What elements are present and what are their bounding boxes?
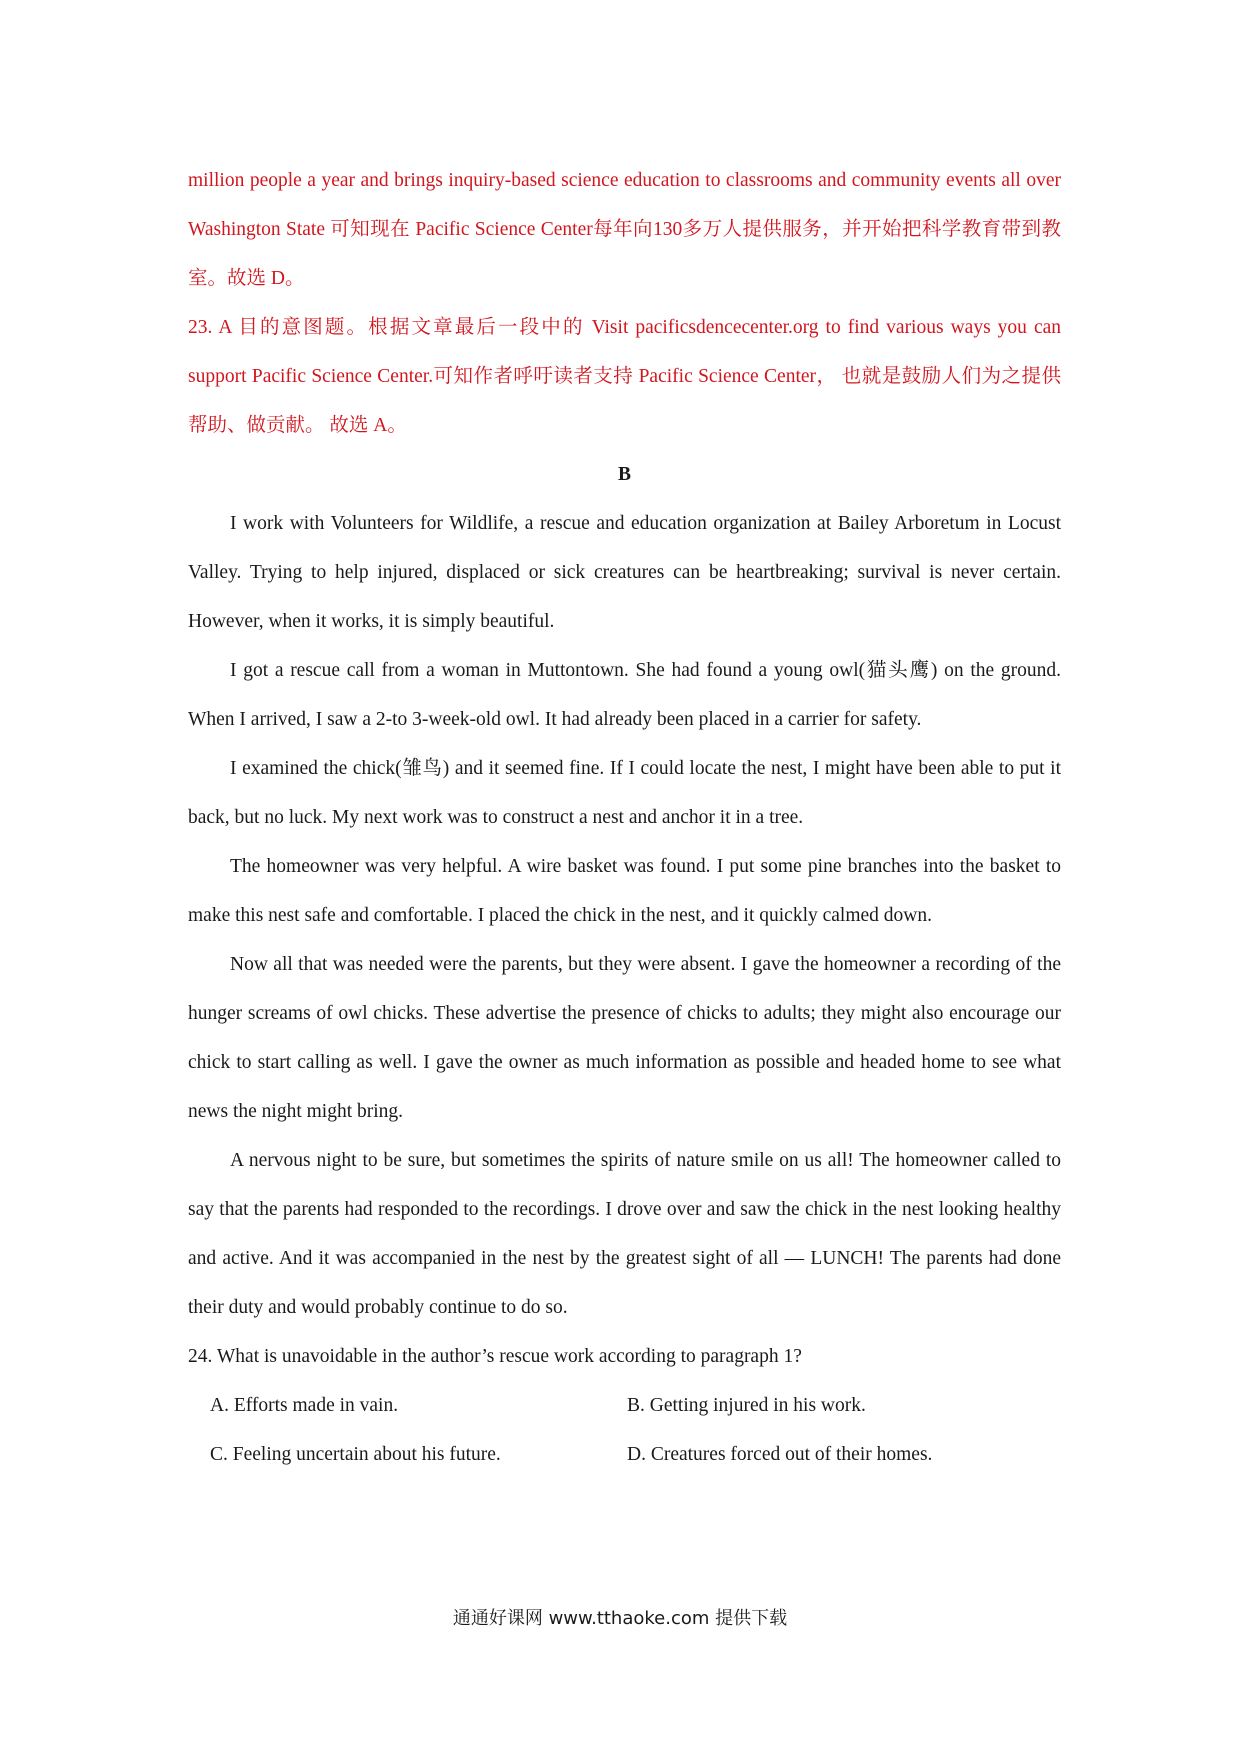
option-d: D. Creatures forced out of their homes.: [627, 1444, 933, 1465]
answer-q23: 23. A 目的意图题。根据文章最后一段中的 Visit pacificsdencecenter.org to find various ways you can support Pacific Science Center.可知作者呼吁读者支持 Pacific Science Center， 也就是鼓励人们为之提供帮助、做贡献。 故选 A。: [188, 317, 1061, 436]
question-24-options: [188, 1381, 1061, 1479]
passage-paragraph: I work with Volunteers for Wildlife, a rescue and education organization at Bailey Arboretum in Locust Valley. Trying to help injured, displaced or sick creatures can be heartbreaking; survival is never certain. However, when it works, it is simply beautiful.: [188, 513, 1061, 632]
section-title: B: [617, 464, 631, 485]
passage-paragraph: I examined the chick(雏鸟) and it seemed fine. If I could locate the nest, I might have been able to put it back, but no luck. My next work was to construct a nest and anchor it in a tree.: [188, 758, 1061, 828]
passage-paragraph: Now all that was needed were the parents, but they were absent. I gave the homeowner a recording of the hunger screams of owl chicks. These advertise the presence of chicks to adults; they might also encourage our chick to start calling as well. I gave the owner as much information as possible and headed home to see what news the night might bring.: [188, 954, 1061, 1122]
option-a: A. Efforts made in vain.: [210, 1395, 399, 1416]
question-24-stem: 24. What is unavoidable in the author’s rescue work according to paragraph 1?: [188, 1346, 802, 1367]
option-c: C. Feeling uncertain about his future.: [210, 1444, 501, 1465]
passage-paragraph: The homeowner was very helpful. A wire basket was found. I put some pine branches into the basket to make this nest safe and comfortable. I placed the chick in the nest, and it quickly calmed down.: [188, 856, 1061, 926]
document-page: [188, 156, 1061, 1479]
option-b: B. Getting injured in his work.: [627, 1395, 866, 1416]
passage-paragraph: A nervous night to be sure, but sometimes the spirits of nature smile on us all! The homeowner called to say that the parents had responded to the recordings. I drove over and saw the chick in the nest looking healthy and active. And it was accompanied in the nest by the greatest sight of all — LUNCH! The parents had done their duty and would probably continue to do so.: [188, 1150, 1061, 1318]
answer-q22-continued: million people a year and brings inquiry-based science education to classrooms and community events all over Washington State 可知现在 Pacific Science Center每年向130多万人提供服务，并开始把科学教育带到教室。故选 D。: [188, 170, 1061, 289]
page-footer: 通通好课网 www.tthaoke.com 提供下载: [452, 1608, 788, 1629]
passage-paragraph: I got a rescue call from a woman in Muttontown. She had found a young owl(猫头鹰) on the ground. When I arrived, I saw a 2-to 3-week-old owl. It had already been placed in a carrier for safety.: [188, 660, 1061, 730]
